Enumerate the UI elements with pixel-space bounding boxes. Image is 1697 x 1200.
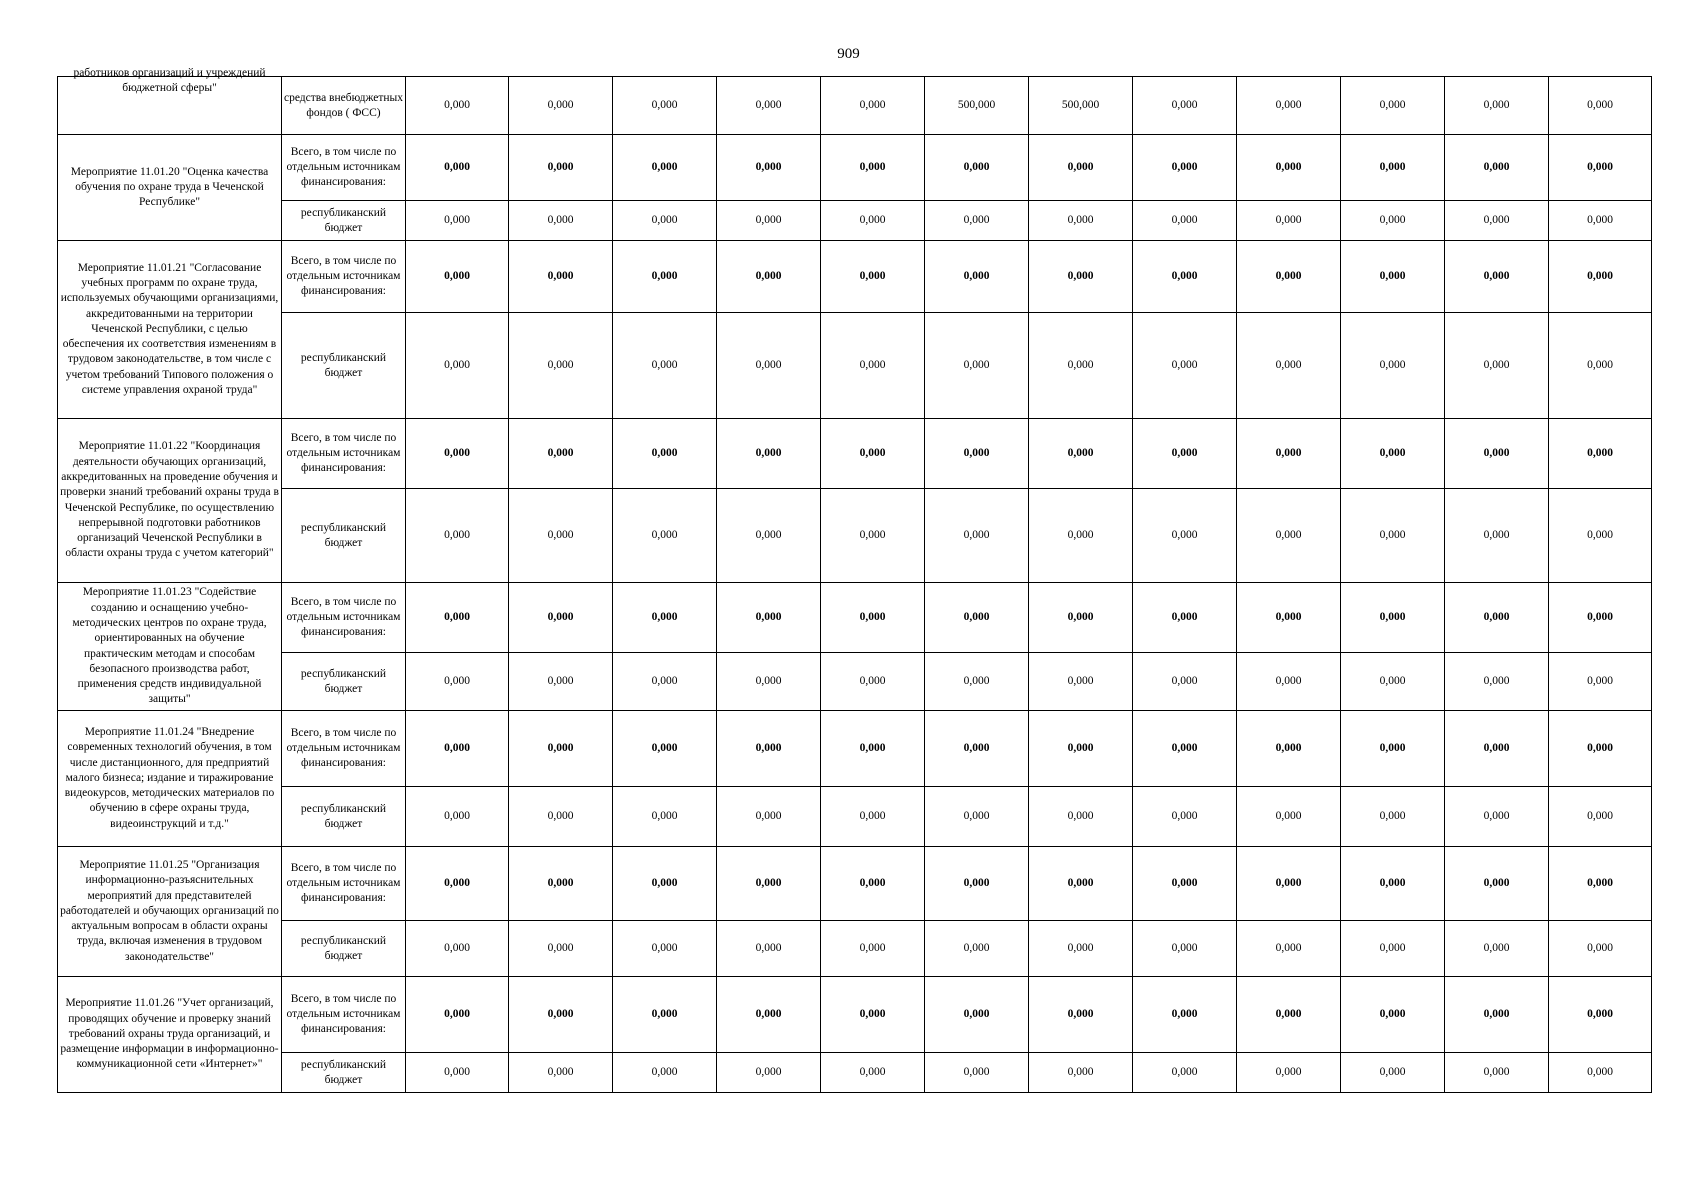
value-cell: 0,000 <box>406 77 509 135</box>
value-cell: 0,000 <box>1341 77 1445 135</box>
value-cell: 0,000 <box>613 489 717 583</box>
value-cell: 0,000 <box>509 77 613 135</box>
value-cell: 0,000 <box>509 787 613 847</box>
value-cell: 0,000 <box>1341 847 1445 921</box>
value-cell: 0,000 <box>1445 977 1549 1053</box>
value-cell: 0,000 <box>925 241 1029 313</box>
value-cell: 0,000 <box>1029 419 1133 489</box>
value-cell: 0,000 <box>1237 583 1341 653</box>
funding-source-label: Всего, в том числе по отдельным источникам финансирования: <box>282 135 406 201</box>
value-cell: 0,000 <box>406 847 509 921</box>
value-cell: 0,000 <box>1133 847 1237 921</box>
value-cell: 0,000 <box>1133 583 1237 653</box>
value-cell: 0,000 <box>925 1053 1029 1093</box>
value-cell: 0,000 <box>925 921 1029 977</box>
value-cell: 0,000 <box>1549 847 1652 921</box>
value-cell: 0,000 <box>717 847 821 921</box>
table-row-total <box>58 583 1652 653</box>
value-cell: 0,000 <box>717 313 821 419</box>
value-cell: 0,000 <box>1549 787 1652 847</box>
value-cell: 0,000 <box>1445 135 1549 201</box>
measure-name-cell <box>58 847 282 977</box>
value-cell: 0,000 <box>1237 711 1341 787</box>
value-cell: 0,000 <box>1341 419 1445 489</box>
value-cell: 0,000 <box>1029 135 1133 201</box>
measure-name-cell <box>58 135 282 241</box>
measure-name: Мероприятие 11.01.26 "Учет организаций, проводящих обучение и проверку знаний требований охраны труда организаций, и размещение информации в информационно-коммуникационной сети «Интернет»" <box>60 997 279 1071</box>
value-cell: 0,000 <box>1445 313 1549 419</box>
value-cell: 0,000 <box>1445 583 1549 653</box>
value-cell: 0,000 <box>509 583 613 653</box>
value-cell: 0,000 <box>1549 489 1652 583</box>
value-cell: 0,000 <box>509 201 613 241</box>
measure-name-cell <box>58 419 282 583</box>
value-cell: 0,000 <box>509 977 613 1053</box>
value-cell: 0,000 <box>613 921 717 977</box>
value-cell: 0,000 <box>717 77 821 135</box>
value-cell: 0,000 <box>406 1053 509 1093</box>
funding-source-label: республиканский бюджет <box>282 489 406 583</box>
value-cell: 0,000 <box>821 1053 925 1093</box>
value-cell: 0,000 <box>1133 241 1237 313</box>
value-cell: 0,000 <box>1549 201 1652 241</box>
value-cell: 0,000 <box>1029 977 1133 1053</box>
value-cell: 0,000 <box>717 977 821 1053</box>
funding-source-label: республиканский бюджет <box>282 313 406 419</box>
funding-source-label: средства внебюджетных фондов ( ФСС) <box>282 77 406 135</box>
value-cell: 0,000 <box>1445 77 1549 135</box>
measure-name: работников организаций и учреждений бюджетной сферы" <box>73 67 266 95</box>
value-cell: 0,000 <box>717 419 821 489</box>
funding-source-label: республиканский бюджет <box>282 1053 406 1093</box>
value-cell: 0,000 <box>509 847 613 921</box>
value-cell: 0,000 <box>406 653 509 711</box>
value-cell: 0,000 <box>925 711 1029 787</box>
value-cell: 0,000 <box>1237 847 1341 921</box>
value-cell: 0,000 <box>613 653 717 711</box>
value-cell: 0,000 <box>1549 921 1652 977</box>
funding-source-label: Всего, в том числе по отдельным источникам финансирования: <box>282 711 406 787</box>
table-row-total <box>58 711 1652 787</box>
value-cell: 0,000 <box>1133 711 1237 787</box>
value-cell: 0,000 <box>1341 135 1445 201</box>
table-row-total <box>58 419 1652 489</box>
value-cell: 0,000 <box>613 977 717 1053</box>
value-cell: 0,000 <box>925 583 1029 653</box>
value-cell: 0,000 <box>1549 653 1652 711</box>
measure-name: Мероприятие 11.01.21 "Согласование учебных программ по охране труда, используемых обучающими организациями, аккредитованными на территории Чеченской Республики, с целью обеспечения их соответствия изменениям в трудовом законодательстве, в том числе с учетом требований Типового положения о системе управления охраной труда" <box>60 261 279 397</box>
value-cell: 500,000 <box>925 77 1029 135</box>
value-cell: 0,000 <box>1549 313 1652 419</box>
value-cell: 0,000 <box>1029 711 1133 787</box>
value-cell: 0,000 <box>1237 419 1341 489</box>
measure-name: Мероприятие 11.01.25 "Организация информационно-разъяснительных мероприятий для представителей работодателей и обучающих организаций по актуальным вопросам в области охраны труда, включая изменения в трудовом законодательстве" <box>60 858 279 963</box>
value-cell: 0,000 <box>406 313 509 419</box>
table-row-total <box>58 241 1652 313</box>
value-cell: 0,000 <box>925 489 1029 583</box>
table-row-source <box>58 787 1652 847</box>
value-cell: 0,000 <box>821 201 925 241</box>
value-cell: 0,000 <box>406 583 509 653</box>
value-cell: 0,000 <box>1445 711 1549 787</box>
value-cell: 0,000 <box>613 241 717 313</box>
value-cell: 0,000 <box>1549 241 1652 313</box>
value-cell: 0,000 <box>1549 77 1652 135</box>
measure-name-cell <box>58 977 282 1093</box>
value-cell: 0,000 <box>717 241 821 313</box>
value-cell: 0,000 <box>925 787 1029 847</box>
value-cell: 0,000 <box>1549 419 1652 489</box>
funding-source-label: Всего, в том числе по отдельным источникам финансирования: <box>282 419 406 489</box>
value-cell: 0,000 <box>1237 977 1341 1053</box>
value-cell: 0,000 <box>1133 921 1237 977</box>
value-cell: 0,000 <box>821 313 925 419</box>
value-cell: 0,000 <box>1133 977 1237 1053</box>
measure-name: Мероприятие 11.01.20 "Оценка качества обучения по охране труда в Чеченской Республике" <box>70 165 269 209</box>
value-cell: 0,000 <box>1341 241 1445 313</box>
table-row-total <box>58 977 1652 1053</box>
value-cell: 0,000 <box>406 977 509 1053</box>
value-cell: 500,000 <box>1029 77 1133 135</box>
funding-source-label: республиканский бюджет <box>282 653 406 711</box>
value-cell: 0,000 <box>1341 313 1445 419</box>
value-cell: 0,000 <box>509 241 613 313</box>
value-cell: 0,000 <box>1445 419 1549 489</box>
funding-source-label: Всего, в том числе по отдельным источникам финансирования: <box>282 583 406 653</box>
value-cell: 0,000 <box>1341 1053 1445 1093</box>
table-row-source <box>58 921 1652 977</box>
table-row-source <box>58 77 1652 135</box>
value-cell: 0,000 <box>821 489 925 583</box>
value-cell: 0,000 <box>613 711 717 787</box>
value-cell: 0,000 <box>1237 787 1341 847</box>
funding-source-label: республиканский бюджет <box>282 921 406 977</box>
value-cell: 0,000 <box>1029 847 1133 921</box>
value-cell: 0,000 <box>1029 1053 1133 1093</box>
value-cell: 0,000 <box>717 583 821 653</box>
value-cell: 0,000 <box>821 711 925 787</box>
value-cell: 0,000 <box>509 419 613 489</box>
value-cell: 0,000 <box>1341 653 1445 711</box>
value-cell: 0,000 <box>1029 489 1133 583</box>
value-cell: 0,000 <box>1029 313 1133 419</box>
value-cell: 0,000 <box>1341 787 1445 847</box>
value-cell: 0,000 <box>509 489 613 583</box>
value-cell: 0,000 <box>1341 977 1445 1053</box>
value-cell: 0,000 <box>1133 787 1237 847</box>
value-cell: 0,000 <box>1445 921 1549 977</box>
value-cell: 0,000 <box>406 921 509 977</box>
value-cell: 0,000 <box>1549 583 1652 653</box>
table-row-source <box>58 313 1652 419</box>
value-cell: 0,000 <box>717 1053 821 1093</box>
value-cell: 0,000 <box>1133 653 1237 711</box>
value-cell: 0,000 <box>509 711 613 787</box>
value-cell: 0,000 <box>406 711 509 787</box>
table-row-source <box>58 489 1652 583</box>
value-cell: 0,000 <box>1029 921 1133 977</box>
value-cell: 0,000 <box>821 787 925 847</box>
table-row-total <box>58 135 1652 201</box>
measure-name-cell <box>58 583 282 711</box>
measure-name: Мероприятие 11.01.24 "Внедрение современных технологий обучения, в том числе дистанционного, для предприятий малого бизнеса; издание и тиражирование видеокурсов, методических материалов по обучению в сфере охраны труда, видеоинструкций и т.д." <box>64 725 275 830</box>
value-cell: 0,000 <box>1133 489 1237 583</box>
funding-table-wrapper <box>57 67 1639 1086</box>
value-cell: 0,000 <box>1029 201 1133 241</box>
value-cell: 0,000 <box>613 1053 717 1093</box>
value-cell: 0,000 <box>717 787 821 847</box>
value-cell: 0,000 <box>717 653 821 711</box>
value-cell: 0,000 <box>613 77 717 135</box>
value-cell: 0,000 <box>1341 711 1445 787</box>
page-number: 909 <box>837 46 860 62</box>
value-cell: 0,000 <box>925 977 1029 1053</box>
value-cell: 0,000 <box>1445 489 1549 583</box>
value-cell: 0,000 <box>1237 241 1341 313</box>
value-cell: 0,000 <box>1237 313 1341 419</box>
value-cell: 0,000 <box>821 135 925 201</box>
funding-source-label: Всего, в том числе по отдельным источникам финансирования: <box>282 241 406 313</box>
value-cell: 0,000 <box>1133 419 1237 489</box>
value-cell: 0,000 <box>1445 201 1549 241</box>
funding-source-label: Всего, в том числе по отдельным источникам финансирования: <box>282 847 406 921</box>
value-cell: 0,000 <box>717 135 821 201</box>
measure-name: Мероприятие 11.01.22 "Координация деятельности обучающих организаций, аккредитованных на проведение обучения и проверки знаний требований охраны труда в Чеченской Республике, по осуществлению непрерывной подготовки работников организаций Чеченской Республики в области охраны труда с учетом категорий" <box>60 440 279 560</box>
value-cell: 0,000 <box>1237 1053 1341 1093</box>
value-cell: 0,000 <box>1133 313 1237 419</box>
table-row-total <box>58 847 1652 921</box>
value-cell: 0,000 <box>406 201 509 241</box>
value-cell: 0,000 <box>1029 583 1133 653</box>
value-cell: 0,000 <box>1133 201 1237 241</box>
value-cell: 0,000 <box>406 489 509 583</box>
value-cell: 0,000 <box>1029 787 1133 847</box>
value-cell: 0,000 <box>821 241 925 313</box>
value-cell: 0,000 <box>1133 135 1237 201</box>
funding-table <box>57 67 1652 1093</box>
value-cell: 0,000 <box>821 921 925 977</box>
value-cell: 0,000 <box>1445 241 1549 313</box>
value-cell: 0,000 <box>821 977 925 1053</box>
value-cell: 0,000 <box>406 419 509 489</box>
value-cell: 0,000 <box>613 313 717 419</box>
value-cell: 0,000 <box>925 653 1029 711</box>
value-cell: 0,000 <box>717 201 821 241</box>
value-cell: 0,000 <box>406 135 509 201</box>
value-cell: 0,000 <box>925 847 1029 921</box>
value-cell: 0,000 <box>821 583 925 653</box>
value-cell: 0,000 <box>821 847 925 921</box>
value-cell: 0,000 <box>925 135 1029 201</box>
table-row-source <box>58 653 1652 711</box>
value-cell: 0,000 <box>1445 787 1549 847</box>
value-cell: 0,000 <box>925 201 1029 241</box>
value-cell: 0,000 <box>717 711 821 787</box>
value-cell: 0,000 <box>821 419 925 489</box>
value-cell: 0,000 <box>1237 135 1341 201</box>
value-cell: 0,000 <box>1341 921 1445 977</box>
measure-name: Мероприятие 11.01.23 "Содействие созданию и оснащению учебно-методических центров по охране труда, ориентированных на обучение практическим методам и способам безопасного производства работ, применения средств индивидуальной защиты" <box>72 586 267 706</box>
value-cell: 0,000 <box>406 241 509 313</box>
value-cell: 0,000 <box>613 135 717 201</box>
value-cell: 0,000 <box>1029 653 1133 711</box>
value-cell: 0,000 <box>717 489 821 583</box>
value-cell: 0,000 <box>925 419 1029 489</box>
measure-name-cell <box>58 67 282 135</box>
value-cell: 0,000 <box>1341 489 1445 583</box>
value-cell: 0,000 <box>613 787 717 847</box>
value-cell: 0,000 <box>1237 77 1341 135</box>
funding-source-label: республиканский бюджет <box>282 201 406 241</box>
value-cell: 0,000 <box>1237 201 1341 241</box>
measure-name-cell <box>58 241 282 419</box>
funding-source-label: Всего, в том числе по отдельным источникам финансирования: <box>282 977 406 1053</box>
value-cell: 0,000 <box>509 1053 613 1093</box>
table-row-source <box>58 201 1652 241</box>
value-cell: 0,000 <box>1133 77 1237 135</box>
value-cell: 0,000 <box>1029 241 1133 313</box>
value-cell: 0,000 <box>1445 653 1549 711</box>
value-cell: 0,000 <box>613 847 717 921</box>
value-cell: 0,000 <box>406 787 509 847</box>
value-cell: 0,000 <box>1237 921 1341 977</box>
value-cell: 0,000 <box>1341 583 1445 653</box>
table-row-source <box>58 1053 1652 1093</box>
funding-source-label: республиканский бюджет <box>282 787 406 847</box>
value-cell: 0,000 <box>1445 1053 1549 1093</box>
value-cell: 0,000 <box>1549 1053 1652 1093</box>
value-cell: 0,000 <box>509 921 613 977</box>
value-cell: 0,000 <box>1549 711 1652 787</box>
value-cell: 0,000 <box>821 653 925 711</box>
value-cell: 0,000 <box>613 583 717 653</box>
value-cell: 0,000 <box>1341 201 1445 241</box>
value-cell: 0,000 <box>821 77 925 135</box>
value-cell: 0,000 <box>925 313 1029 419</box>
value-cell: 0,000 <box>1133 1053 1237 1093</box>
value-cell: 0,000 <box>509 135 613 201</box>
value-cell: 0,000 <box>509 313 613 419</box>
value-cell: 0,000 <box>613 201 717 241</box>
value-cell: 0,000 <box>1237 489 1341 583</box>
value-cell: 0,000 <box>1549 977 1652 1053</box>
value-cell: 0,000 <box>1445 847 1549 921</box>
value-cell: 0,000 <box>1237 653 1341 711</box>
value-cell: 0,000 <box>509 653 613 711</box>
value-cell: 0,000 <box>717 921 821 977</box>
measure-name-cell <box>58 711 282 847</box>
value-cell: 0,000 <box>1549 135 1652 201</box>
value-cell: 0,000 <box>613 419 717 489</box>
